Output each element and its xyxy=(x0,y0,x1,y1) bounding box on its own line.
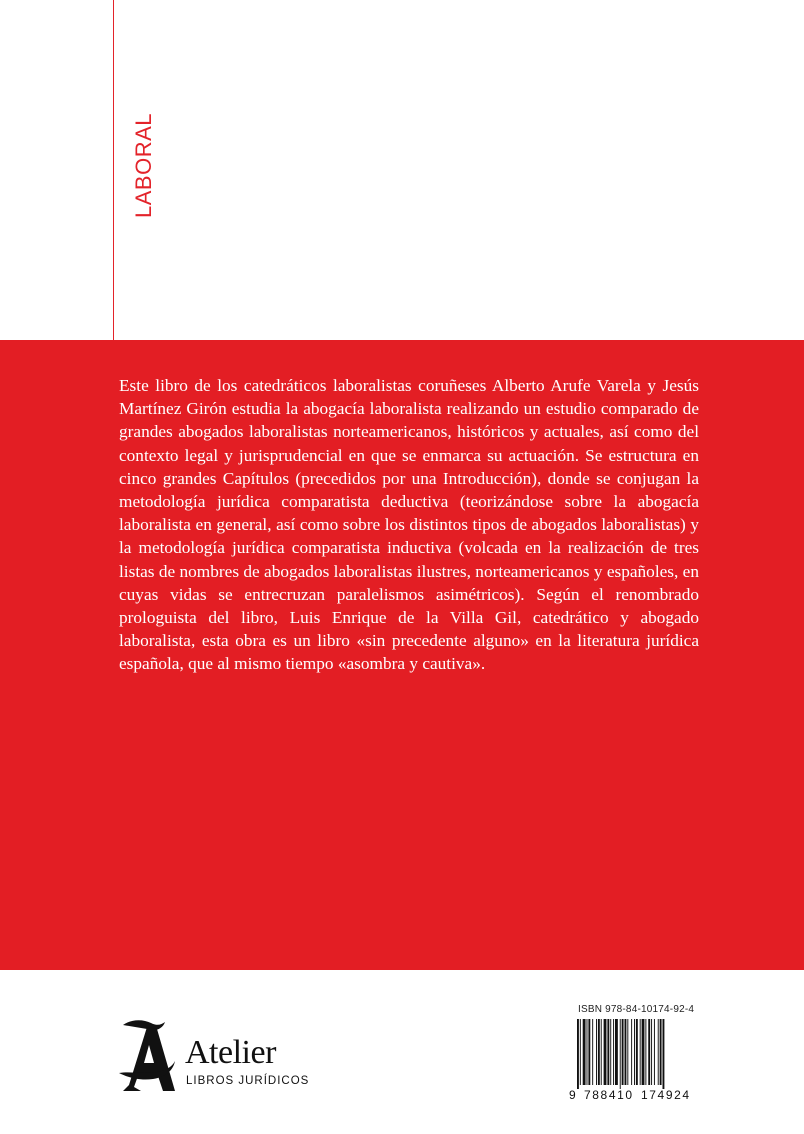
barcode-bar xyxy=(587,1019,588,1085)
barcode-bar xyxy=(645,1019,646,1085)
back-cover-blurb: Este libro de los catedráticos laboralistas coruñeses Alberto Arufe Varela y Jesús Martínez Girón estudia la abogacía laboralista realizando un estudio comparado de grandes abogados laboralistas norteamericanos, históricos y actuales, así como del contexto legal y jurisprudencial en que se enmarca su actuación. Se estructura en cinco grandes Capítulos (precedidos por una Introducción), donde se conjugan la metodología jurídica comparatista deductiva (teorizándose sobre la abogacía laboralista en general, así como sobre los distintos tipos de abogados laboralistas) y la metodología jurídica comparatista inductiva (volcada en la realización de tres listas de nombres de abogados laboralistas ilustres, norteamericanos y españoles, en cuyas vidas se entrecruzan paralelismos asimétricos). Según el renombrado prologuista del libro, Luis Enrique de la Villa Gil, catedrático y abogado laboralista, esta obra es un libro «sin precedente alguno» en la literatura jurídica española, que al mismo tiempo «asombra y cautiva». xyxy=(119,376,699,674)
barcode-bar xyxy=(625,1019,627,1085)
barcode-digit-lead: 9 xyxy=(569,1088,576,1102)
barcode-digits-left: 788410 xyxy=(584,1088,634,1102)
barcode xyxy=(577,1019,695,1089)
barcode-bar xyxy=(631,1019,632,1085)
barcode-digits-right: 174924 xyxy=(641,1088,691,1102)
barcode-bar xyxy=(596,1019,597,1085)
barcode-bar xyxy=(648,1019,650,1085)
barcode-bar xyxy=(634,1019,635,1085)
barcode-bar xyxy=(583,1019,586,1085)
barcode-bar xyxy=(642,1019,645,1085)
barcode-bar xyxy=(663,1019,665,1089)
barcode-bar xyxy=(636,1019,638,1085)
barcode-bar xyxy=(592,1019,593,1085)
barcode-bar xyxy=(640,1019,641,1085)
barcode-bar xyxy=(660,1019,662,1085)
spine-divider-line xyxy=(113,0,114,340)
isbn-label: ISBN 978-84-10174-92-4 xyxy=(578,1004,695,1015)
barcode-bar xyxy=(615,1019,618,1085)
spine-label xyxy=(131,113,161,220)
barcode-bar xyxy=(607,1019,609,1085)
barcode-bar xyxy=(601,1019,602,1085)
barcode-bar xyxy=(627,1019,628,1085)
barcode-bar xyxy=(613,1019,614,1085)
barcode-bar xyxy=(658,1019,659,1085)
spine-label-text: LABORAL xyxy=(131,113,156,218)
barcode-bar xyxy=(654,1019,655,1085)
publisher-subtitle: LIBROS JURÍDICOS xyxy=(186,1075,310,1087)
publisher-name: Atelier xyxy=(185,1034,276,1071)
barcode-bar xyxy=(604,1019,607,1085)
barcode-bar xyxy=(577,1019,579,1089)
barcode-bar xyxy=(651,1019,652,1085)
barcode-bar xyxy=(580,1019,581,1085)
barcode-bar xyxy=(620,1019,621,1089)
barcode-bar xyxy=(598,1019,600,1085)
barcode-bar xyxy=(588,1019,590,1085)
barcode-bar xyxy=(610,1019,611,1085)
atelier-logo-icon xyxy=(117,1017,179,1095)
barcode-bar xyxy=(622,1019,624,1085)
